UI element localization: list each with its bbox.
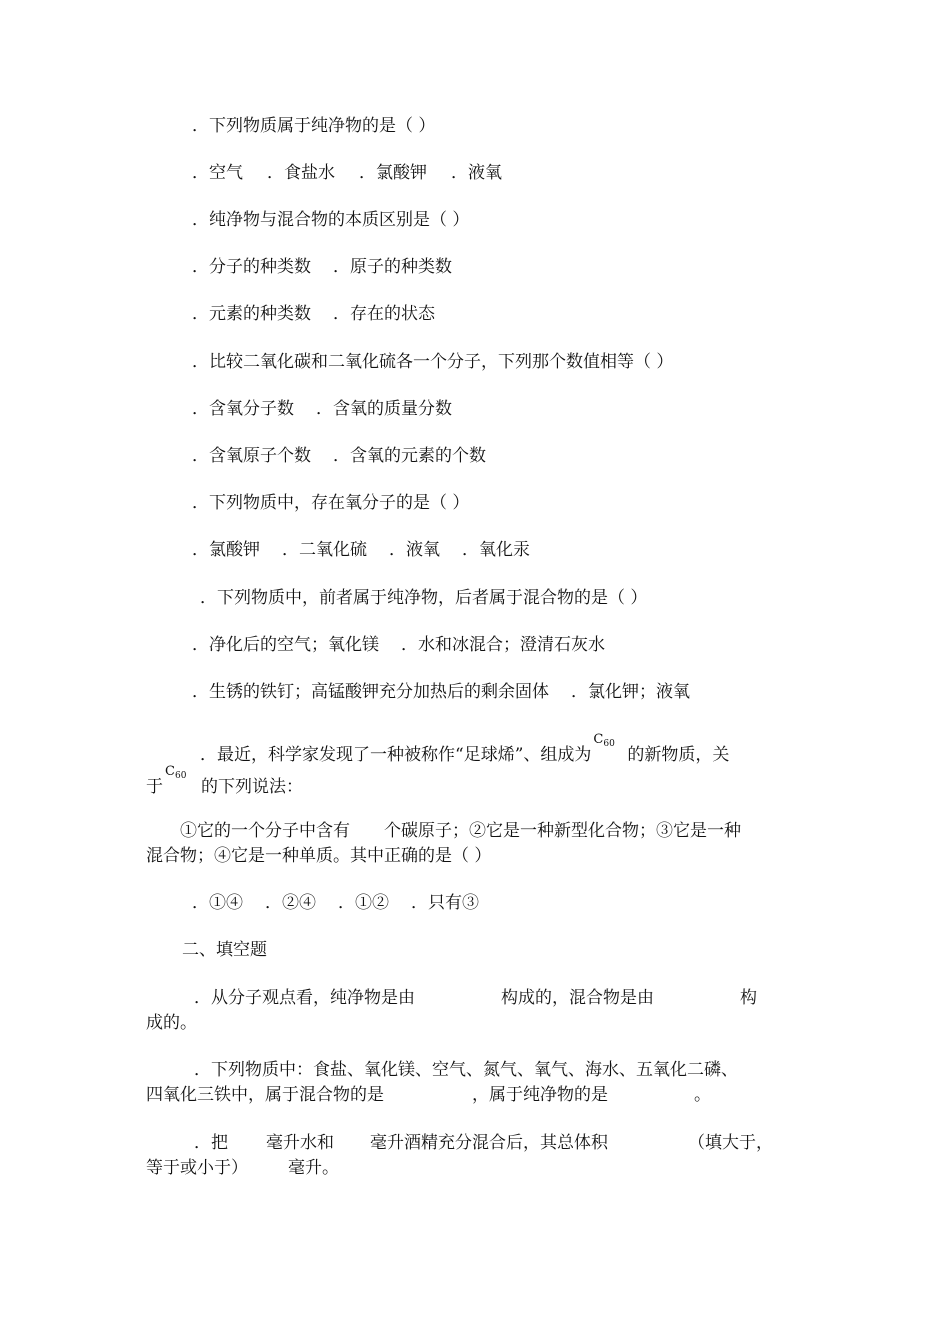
c60-formula-element-2: C xyxy=(165,764,175,779)
fill3-text-d: （填大于， xyxy=(688,1133,773,1153)
c60-formula-subscript: 60 xyxy=(603,739,615,749)
fill2-text-d: 。 xyxy=(694,1085,711,1105)
q3-options-row1 xyxy=(192,399,452,419)
q2-options-row2 xyxy=(192,304,435,324)
fill3-text-e: 等于或小于） xyxy=(146,1158,248,1178)
fill1-line2: 成的。 xyxy=(146,1013,197,1033)
q6-statement-text-b: 个碳原子；②它是一种新型化合物；③它是一种 xyxy=(384,821,741,841)
fill2-line2 xyxy=(146,1085,711,1105)
q6-line1 xyxy=(200,732,730,765)
q2-stem: ．纯净物与混合物的本质区别是（ ） xyxy=(192,210,470,230)
q2-option-d: ．存在的状态 xyxy=(333,304,435,324)
q1-option-b: ．食盐水 xyxy=(267,163,335,183)
q5-options-row2 xyxy=(192,682,690,702)
q5-option-a: ．净化后的空气；氧化镁 xyxy=(192,635,379,655)
c60-formula xyxy=(591,732,621,760)
q5-option-b: ．水和冰混合；澄清石灰水 xyxy=(401,635,605,655)
fill3-line1 xyxy=(194,1133,773,1153)
q1-options xyxy=(192,163,502,183)
q6-statement-text-a: ①它的一个分子中含有 xyxy=(180,821,350,841)
q1-option-a: ．空气 xyxy=(192,163,243,183)
q4-option-a: ．氯酸钾 xyxy=(192,540,260,560)
q4-stem: ．下列物质中，存在氧分子的是（ ） xyxy=(192,493,470,513)
q6-option-b: ．②④ xyxy=(265,893,316,913)
q4-option-b: ．二氧化硫 xyxy=(282,540,367,560)
q6-option-d: ．只有③ xyxy=(411,893,479,913)
fill3-line2 xyxy=(146,1158,339,1178)
q5-option-d: ．氯化钾；液氧 xyxy=(571,682,690,702)
q3-options-row2 xyxy=(192,446,486,466)
q6-options xyxy=(192,893,479,913)
q6-option-a: ．①④ xyxy=(192,893,243,913)
q1-option-d: ．液氧 xyxy=(451,163,502,183)
fill2-text-b: 四氧化三铁中，属于混合物的是 xyxy=(146,1085,384,1105)
q2-option-a: ．分子的种类数 xyxy=(192,257,311,277)
q4-option-c: ．液氧 xyxy=(389,540,440,560)
fill2-text-c: ，属于纯净物的是 xyxy=(472,1085,608,1105)
fill1-text-b: 构成的，混合物是由 xyxy=(501,988,654,1008)
q6-statement-line1 xyxy=(180,821,741,841)
q3-option-c: ．含氧原子个数 xyxy=(192,446,311,466)
q6-statement-line2: 混合物；④它是一种单质。其中正确的是（ ） xyxy=(146,846,492,866)
q4-option-d: ．氧化汞 xyxy=(462,540,530,560)
fill1-text-a: ．从分子观点看，纯净物是由 xyxy=(194,988,415,1008)
q3-option-d: ．含氧的元素的个数 xyxy=(333,446,486,466)
fill3-text-a: ．把 xyxy=(194,1133,228,1153)
q3-option-a: ．含氧分子数 xyxy=(192,399,294,419)
q6-line2 xyxy=(146,764,303,797)
q5-option-c: ．生锈的铁钉；高锰酸钾充分加热后的剩余固体 xyxy=(192,682,549,702)
q6-line1-text-b: 的新物质，关 xyxy=(627,745,730,765)
q2-options-row1 xyxy=(192,257,452,277)
q6-line2-text-a: 于 xyxy=(146,777,163,797)
c60-formula-2 xyxy=(163,764,193,792)
q6-option-c: ．①② xyxy=(338,893,389,913)
q5-options-row1 xyxy=(192,635,605,655)
q3-stem: ．比较二氧化碳和二氧化硫各一个分子，下列那个数值相等（ ） xyxy=(192,352,674,372)
q6-line1-text-a: ．最近，科学家发现了一种被称作“足球烯”、组成为 xyxy=(200,745,592,765)
q2-option-b: ．原子的种类数 xyxy=(333,257,452,277)
c60-formula-subscript-2: 60 xyxy=(175,771,187,781)
fill2-line1: ．下列物质中：食盐、氧化镁、空气、氮气、氧气、海水、五氧化二磷、 xyxy=(194,1060,738,1080)
fill1-text-c: 构 xyxy=(740,988,757,1008)
fill3-text-b: 毫升水和 xyxy=(266,1133,334,1153)
section2-title: 二、填空题 xyxy=(182,940,267,960)
q4-options xyxy=(192,540,530,560)
q3-option-b: ．含氧的质量分数 xyxy=(316,399,452,419)
fill1-line1 xyxy=(194,988,757,1008)
fill3-text-f: 毫升。 xyxy=(288,1158,339,1178)
fill3-text-c: 毫升酒精充分混合后，其总体积 xyxy=(370,1133,608,1153)
q6-line2-text-b: 的下列说法： xyxy=(201,777,303,797)
c60-formula-element: C xyxy=(593,732,604,747)
q1-option-c: ．氯酸钾 xyxy=(359,163,427,183)
q5-stem: ．下列物质中，前者属于纯净物，后者属于混合物的是（ ） xyxy=(200,588,648,608)
q1-stem: ．下列物质属于纯净物的是（ ） xyxy=(192,116,436,136)
q2-option-c: ．元素的种类数 xyxy=(192,304,311,324)
